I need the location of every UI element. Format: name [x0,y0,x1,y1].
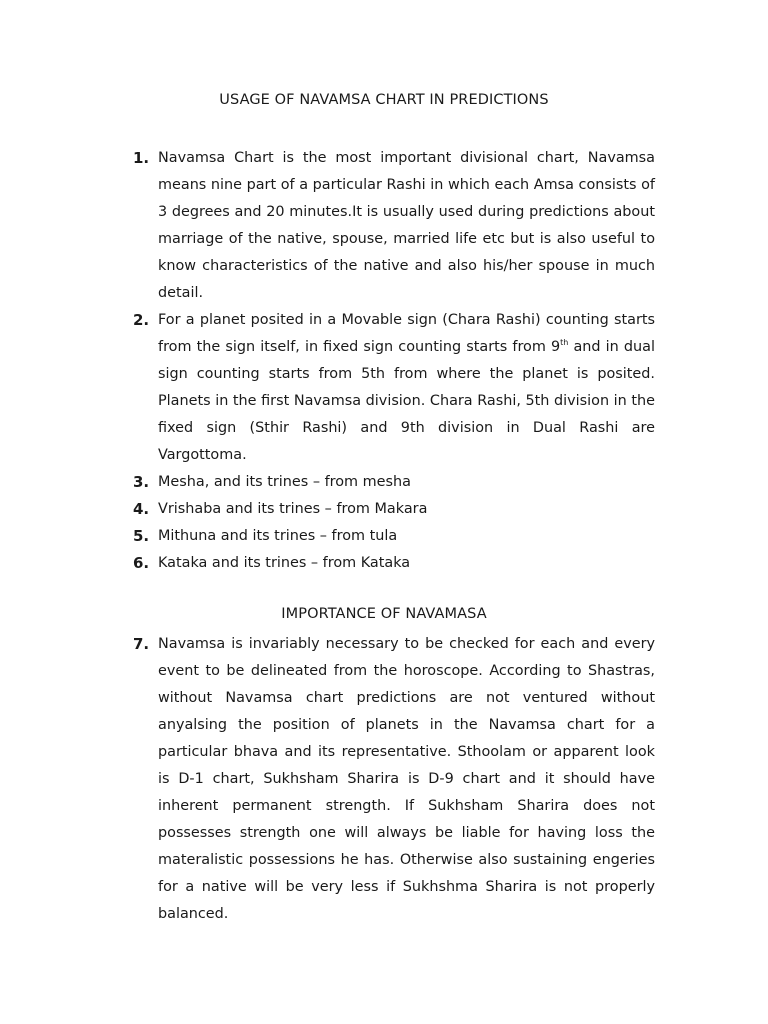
list-item [130,145,655,307]
list-item-text: Mithuna and its trines – from tula [158,528,398,544]
list-item-text: Kataka and its trines – from Kataka [158,555,411,571]
list-item-text [158,307,655,469]
list-item-number: 6. [133,554,150,572]
section-heading: IMPORTANCE OF NAVAMASA [281,606,487,622]
numbered-list [130,145,655,577]
list-item-text: Vrishaba and its trines – from Makara [158,501,428,517]
numbered-list [130,631,655,928]
list-item-text-part: For a planet posited in a Movable sign (Chara Rashi) counting starts from the sign itself, in fixed sign counting starts from 9 [158,312,655,355]
list-item-number: 2. [133,311,150,329]
list-item [130,469,655,496]
list-item-text: Navamsa is invariably necessary to be checked for each and every event to be delineated from the horoscope. According to Shastras, without Navamsa chart predictions are not ventured without anyalsing the position of planets in the Navamsa chart for a particular bhava and its representative. Sthoolam or apparent look is D-1 chart, Sukhsham Sharira is D-9 chart and it should have inherent permanent strength. If Sukhsham Sharira does not possesses strength one will always be liable for having loss the materalistic possessions he has. Otherwise also sustaining engeries for a native will be very less if Sukhshma Sharira is not properly balanced. [158,636,655,922]
list-item-number: 1. [133,149,150,167]
list-item [130,307,655,469]
list-item [130,631,655,928]
list-item-number: 3. [133,473,150,491]
ordinal-superscript: th [560,338,569,348]
list-item [130,496,655,523]
list-item [130,523,655,550]
list-item-number: 5. [133,527,150,545]
list-item [130,550,655,577]
page-title: USAGE OF NAVAMSA CHART IN PREDICTIONS [219,92,549,108]
list-item-text: Navamsa Chart is the most important divisional chart, Navamsa means nine part of a particular Rashi in which each Amsa consists of 3 degrees and 20 minutes.It is usually used during predictions about marriage of the native, spouse, married life etc but is also useful to know characteristics of the native and also his/her spouse in much detail. [158,150,655,301]
list-item-text-part: and in dual sign counting starts from 5th from where the planet is posited. Planets in the first Navamsa division. Chara Rashi, 5th division in the fixed sign (Sthir Rashi) and 9th division in Dual Rashi are Vargottoma. [158,339,655,463]
list-item-text: Mesha, and its trines – from mesha [158,474,411,490]
list-item-number: 7. [133,635,150,653]
list-item-number: 4. [133,500,150,518]
